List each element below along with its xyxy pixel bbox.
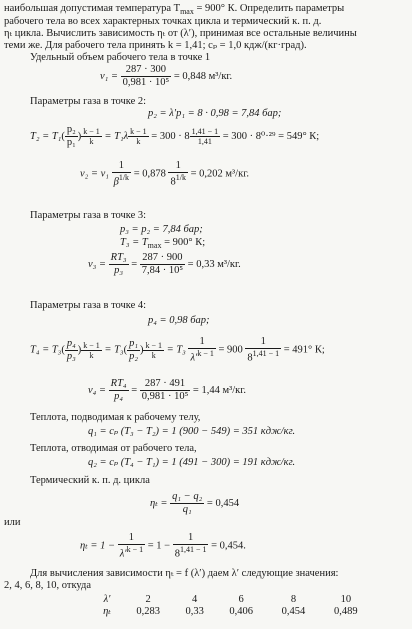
t4-eq3: = 900 [218, 344, 243, 356]
eta1-num: q₁ − q₂ [170, 491, 204, 504]
t2-rest: = 300 · 8 [151, 130, 190, 142]
t4-p3: p₃ [66, 350, 76, 362]
p3-formula: p₃ = p₂ = 7,84 бар; [120, 224, 203, 235]
eta1-lhs: ηₜ = [150, 497, 168, 509]
t4-tail: = 491° К; [283, 344, 325, 356]
v1-fraction [121, 64, 172, 89]
t2-exp-c [190, 127, 221, 146]
v3-frac-a [109, 252, 129, 277]
eta2-frac-a [118, 532, 145, 561]
v4-num2: 287 · 491 [140, 378, 191, 391]
v1-num: 287 · 300 [121, 64, 172, 77]
q2-label: Теплота, отводимая от рабочего тела, [30, 443, 197, 454]
eta1-den: q₁ [182, 504, 192, 516]
table-cell: 0,489 [334, 606, 358, 618]
v3-den: p₃ [114, 265, 124, 277]
v1-den: 0,981 · 10⁵ [122, 77, 170, 89]
or-word: или [4, 517, 21, 528]
v3-frac-b [140, 252, 185, 277]
table-row [92, 594, 372, 606]
v2-tail: = 0,202 м³/кг. [190, 168, 249, 180]
eta2-lhs: ηₜ = 1 − [80, 540, 116, 552]
table-cell: 0,454 [281, 606, 306, 618]
table-cell: 2 [145, 594, 151, 605]
intro-text-1: наибольшая допустимая температура T [4, 3, 181, 14]
table-cell: 0,283 [136, 606, 160, 618]
v3-lhs: v₃ = [88, 258, 107, 270]
v4-frac-a [109, 378, 129, 403]
v1-lhs: v₁ = [100, 70, 119, 82]
t4-one-d: 1 [245, 336, 281, 349]
dependence-text-1: Для вычисления зависимости ηₜ = f (λ′) даем λ′ следующие значения: [30, 568, 339, 579]
t4-exp-a-den: k [89, 350, 94, 360]
eta2-formula [80, 532, 246, 561]
v1-rhs: = 0,848 м³/кг. [173, 70, 233, 82]
t2-exp-b [128, 127, 149, 146]
table-row [92, 606, 372, 618]
eta2-mid: = 1 − [147, 540, 171, 552]
intro-line-3: ηₜ цикла. Вычислить зависимость ηₜ от (λ′), принимая все остальные величины [4, 28, 357, 39]
eta1-frac [170, 491, 204, 516]
t4-eq2: = T₃ [166, 344, 186, 356]
t4-frac-c [188, 336, 215, 365]
t4-formula: T₄ = T₃( $\frac{\text{p₄}}{\text{p₃}}$ ) $\frac{k - 1}{k}$ = T₃( $\frac{\text{p₁}}{\text{p₂}}$ ) $\frac{k - 1}{k}$ = T₃ $\frac{1}{\lambda'^{k - 1}}$ = 900 $\frac{1}{8^{1,41 - 1}}$ = 491° К; [30, 336, 325, 364]
table-cell: 8 [290, 594, 297, 605]
v2-formula [80, 160, 249, 189]
p4-formula: p₄ = 0,98 бар; [148, 315, 210, 326]
t4-one-c: 1 [188, 336, 215, 349]
t4-exp-b-den: k [151, 350, 156, 360]
table-cell: 10 [340, 594, 352, 605]
t4-exp-a [81, 341, 102, 360]
t2-tail: = 300 · 8⁰·²⁹ = 549° К; [222, 130, 320, 142]
eta2-one-b: 1 [173, 532, 209, 545]
v1-formula [100, 64, 232, 89]
t2-lhs: T₂ = T₁ [30, 130, 62, 142]
eta1-tail: = 0,454 [206, 497, 240, 509]
v3-den2: 7,84 · 10⁵ [141, 265, 184, 277]
t2-exp-num: k − 1 [83, 126, 100, 136]
intro-line-2: рабочего тела во всех характерных точках цикла и термический к. п. д. [4, 16, 322, 27]
t2-exp-b-num: k − 1 [130, 126, 147, 136]
table-cell: λ′ [103, 594, 111, 605]
t2-exp-c-num: 1,41 − 1 [191, 126, 219, 136]
t2-mid: = T₁λ [104, 130, 129, 142]
q2-formula: q₂ = cₚ (T₄ − T₁) = 1 (491 − 300) = 191 кдж/кг. [88, 457, 296, 468]
eta2-eight: 8 [174, 548, 180, 560]
intro-line-1 [4, 3, 344, 16]
v2-beta: β [113, 176, 119, 188]
dependence-text-2: 2, 4, 6, 8, 10, откуда [4, 580, 91, 591]
v3-formula [88, 252, 241, 277]
v2-lhs: v₂ = v₁ [80, 168, 109, 180]
v2-kexp-b: 1/k [175, 173, 186, 183]
table-cell: 0,33 [185, 606, 204, 618]
v4-num: RT₄ [109, 378, 129, 391]
t2-pden: p₁ [66, 137, 76, 149]
v2-kexp-a: 1/k [118, 173, 130, 183]
t2-exp [81, 127, 102, 146]
table-cell: 4 [192, 594, 198, 605]
v4-lhs: v₄ = [88, 384, 107, 396]
eta2-lambda-exp: k − 1 [126, 545, 144, 555]
t2-exp-b-den: k [136, 137, 141, 147]
t4-eight-exp: 1,41 − 1 [252, 349, 280, 359]
efficiency-label: Термический к. п. д. цикла [30, 475, 150, 486]
t2-exp-c-den: 1,41 [197, 137, 212, 147]
t4-exp-a-num: k − 1 [83, 340, 100, 350]
q1-label: Теплота, подводимая к рабочему телу, [30, 412, 201, 423]
t2-formula: T₂ = T₁( $\frac{\text{p₂}}{\text{p₁}}$ ) $\frac{k - 1}{k}$ = T₁λ $\frac{k - 1}{k}$ = 300 · 8 $\frac{1,41 - 1}{1,41}$ = 300 · 8⁰·²⁹ = 549° К; [30, 124, 320, 149]
t4-pratio-a [65, 338, 78, 363]
t4-lambda-exp: k − 1 [197, 349, 214, 359]
table-cell: 6 [238, 594, 244, 605]
v4-formula: v₄ = $\frac{\text{RT₄}}{\text{p₄}}$ = $\frac{287 \cdot 491}{\text{0,981 · 10⁵}}$ = 1,44 м³/кг. [88, 378, 247, 403]
v4-den: p₄ [114, 391, 124, 403]
eta2-one-a: 1 [118, 532, 145, 545]
p2-formula: p₂ = λ′p₁ = 8 · 0,98 = 7,84 бар; [148, 108, 282, 119]
eta2-frac-b [173, 532, 209, 561]
point3-heading: Параметры газа в точке 3: [30, 210, 147, 221]
v4-tail: = 1,44 м³/кг. [192, 384, 247, 396]
eta2-eight-exp: 1,41 − 1 [179, 545, 207, 555]
v2-frac-a [112, 160, 131, 189]
intro-line-4: теми же. Для рабочего тела принять k = 1,41; cₚ = 1,0 кдж/(кг·град). [4, 40, 307, 51]
point4-heading: Параметры газа в точке 4: [30, 300, 147, 311]
v2-one-a: 1 [112, 160, 131, 173]
eta2-lambda: λ′ [119, 548, 127, 560]
v3-num: RT₃ [109, 252, 129, 265]
lambda-eta-table [92, 594, 372, 618]
t3-lhs: T₃ = T [120, 237, 148, 248]
v3-num2: 287 · 900 [140, 252, 185, 265]
v2-eight: 8 [170, 176, 176, 188]
intro-text-1-tail: = 900° К. Определить параметры [193, 3, 345, 14]
t4-p1: p₁ [127, 338, 140, 351]
t4-lambda: λ′ [190, 352, 198, 364]
v3-tail: = 0,33 м³/кг. [187, 258, 241, 270]
t4-eq: = T₃ [104, 344, 124, 356]
t2-exp-den: k [89, 137, 94, 147]
t3-sub: max [147, 241, 162, 251]
t4-exp-b [143, 341, 164, 360]
v4-frac-b [140, 378, 191, 403]
t4-frac-d [245, 336, 281, 365]
eta2-tail: = 0,454. [211, 540, 246, 552]
t4-p2: p₂ [129, 350, 138, 362]
v2-mid: = 0,878 [133, 168, 166, 180]
v2-one-b: 1 [168, 160, 187, 173]
t2-pnum: p₂ [65, 124, 78, 137]
t3-formula [120, 237, 205, 250]
q1-formula: q₁ = cₚ (T₃ − T₂) = 1 (900 − 549) = 351 кдж/кг. [88, 426, 296, 437]
tmax-sub: max [180, 7, 194, 17]
t3-tail: = 900° К; [161, 237, 206, 248]
spec-volume-label: Удельный объем рабочего тела в точке 1 [30, 52, 211, 63]
v3-mid: = [131, 258, 138, 270]
point2-heading: Параметры газа в точке 2: [30, 96, 147, 107]
t4-pratio-b [127, 338, 140, 363]
eta1-formula [150, 491, 239, 516]
t2-pratio [65, 124, 78, 149]
t4-exp-b-num: k − 1 [145, 340, 162, 350]
table-cell: ηₜ [103, 606, 111, 618]
table-cell: 0,406 [229, 606, 253, 618]
t4-lhs: T₄ = T₃ [30, 344, 62, 356]
t4-p4: p₄ [65, 338, 78, 351]
v4-den2: 0,981 · 10⁵ [141, 391, 189, 403]
t4-eight: 8 [247, 352, 253, 364]
v2-frac-b [168, 160, 187, 189]
